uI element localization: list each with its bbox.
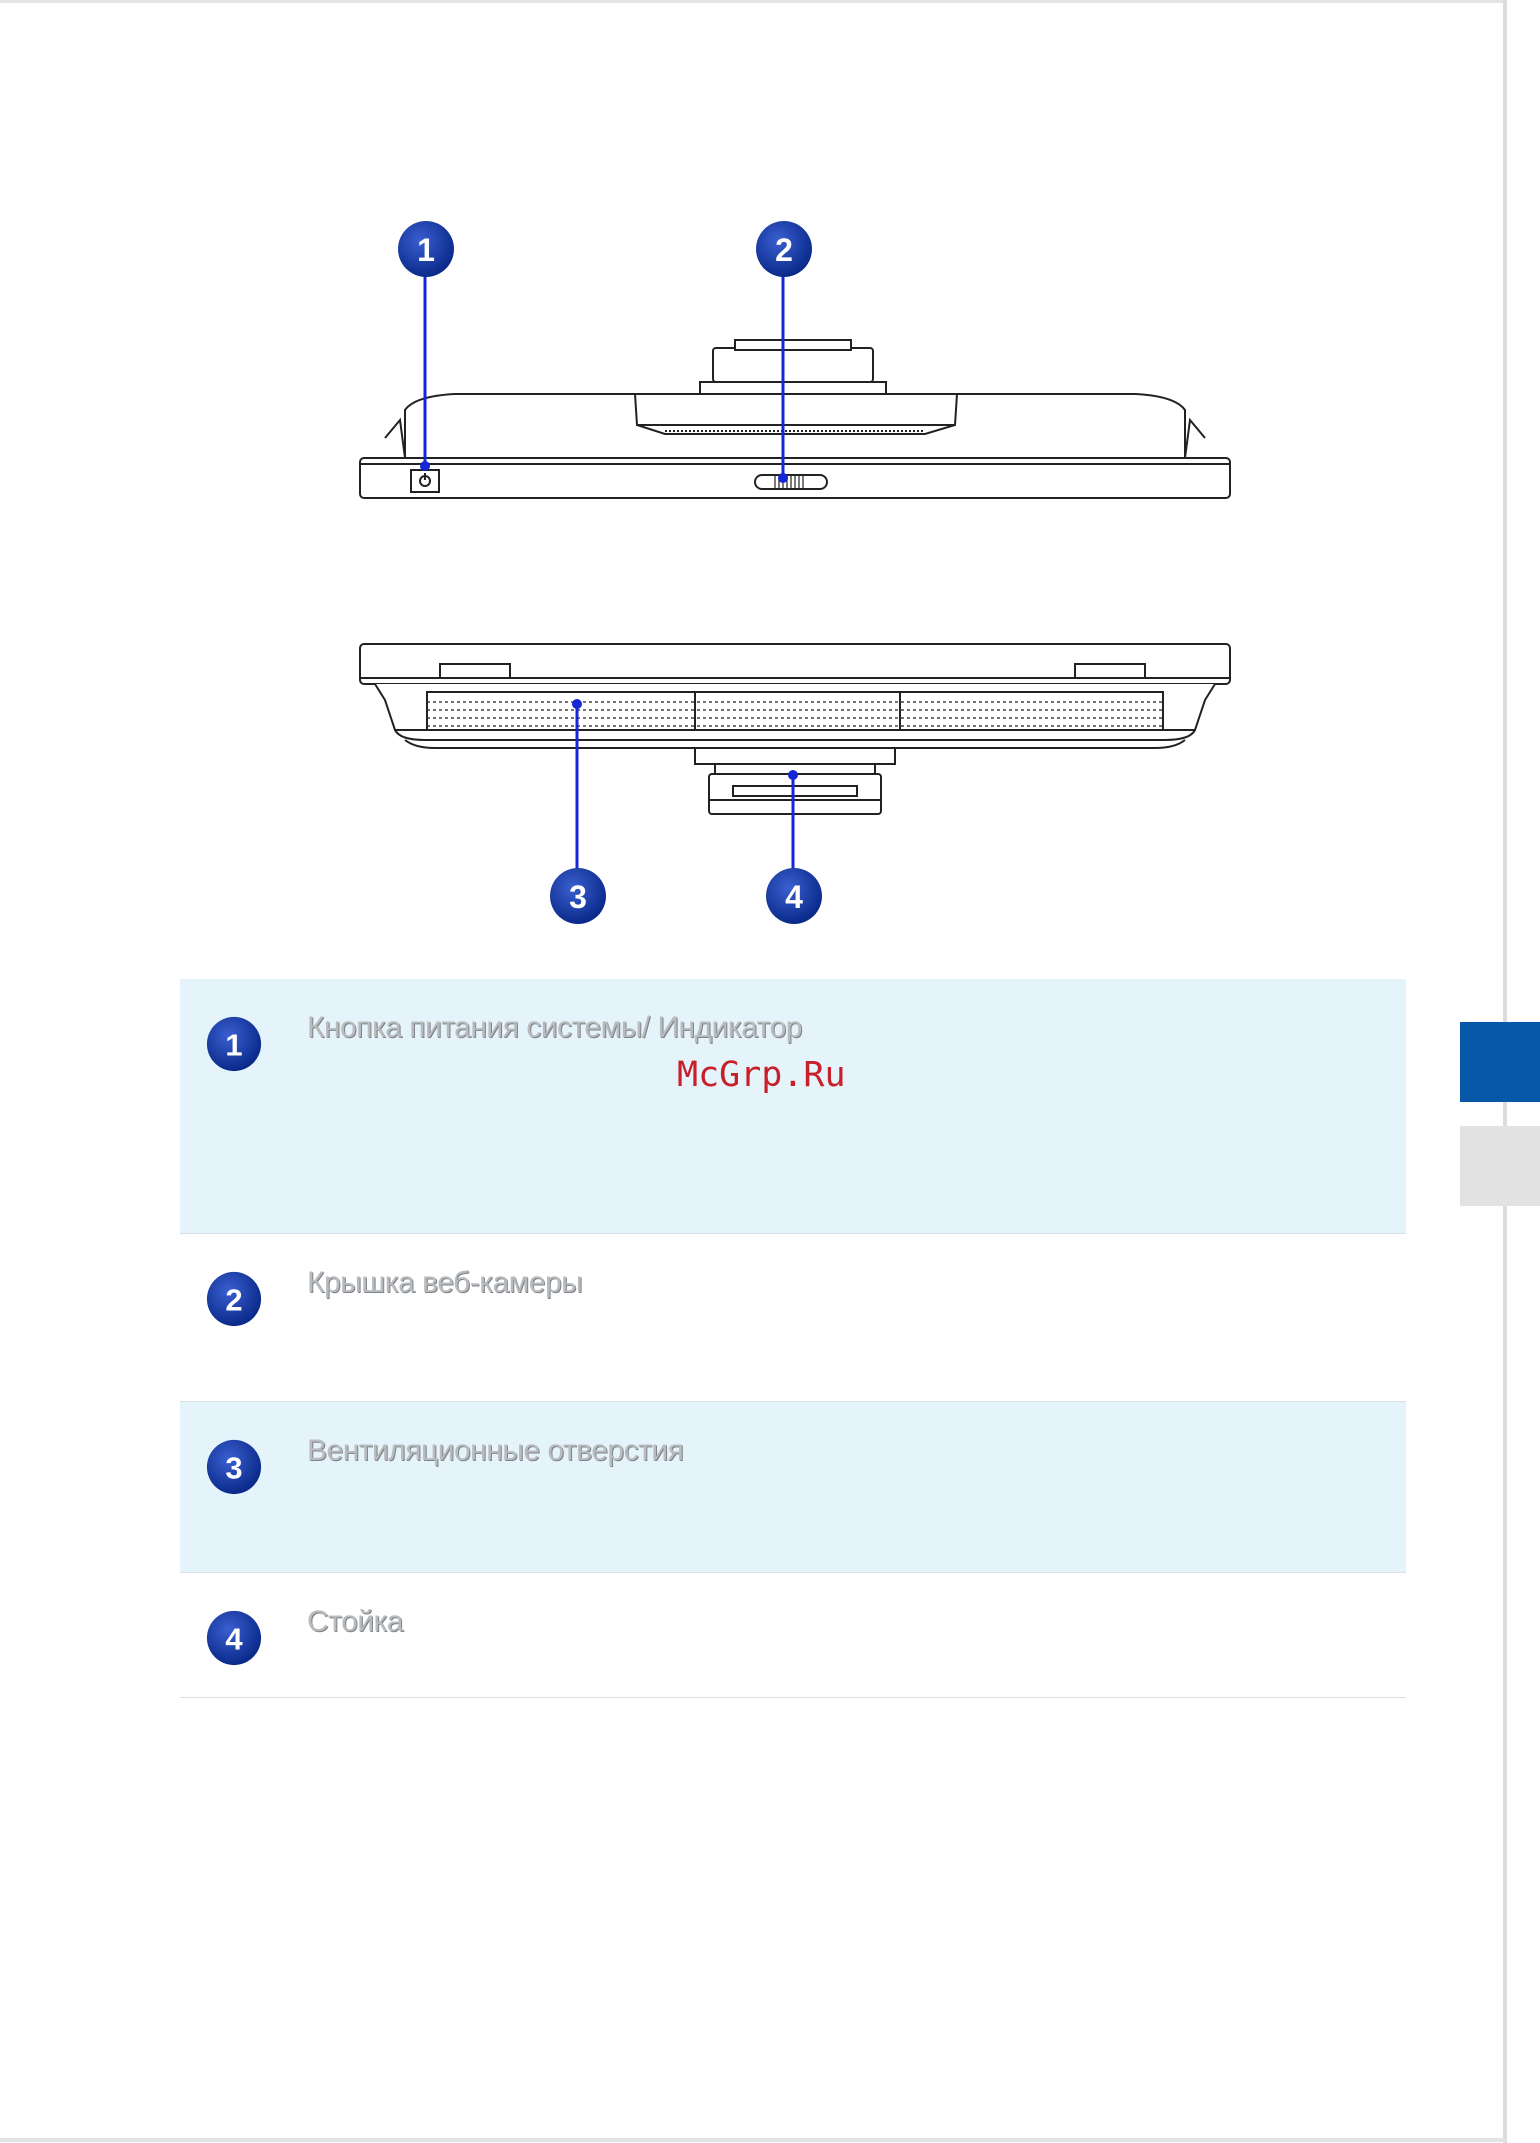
component-table — [180, 979, 1406, 1698]
item-label-stand: Стойка — [307, 1605, 403, 1638]
table-row — [180, 1402, 1406, 1573]
chapter-tab-inactive[interactable] — [1460, 1126, 1540, 1206]
item-badge-4 — [205, 1609, 263, 1667]
chapter-tab-active[interactable] — [1460, 1022, 1540, 1102]
item-label-vents: Вентиляционные отверстия — [307, 1434, 684, 1467]
watermark: McGrp.Ru — [677, 1055, 846, 1095]
callout-badge-3-icon — [548, 866, 608, 926]
callout-badge-3 — [548, 866, 608, 926]
item-badge-4-number: 4 — [225, 1621, 243, 1657]
callout-badge-3-number: 3 — [569, 879, 587, 915]
callout-badge-2-number: 2 — [775, 232, 793, 268]
callout-badge-4 — [764, 866, 824, 926]
item-badge-3-number: 3 — [225, 1450, 243, 1486]
callout-badge-1 — [396, 219, 456, 279]
callout-badge-1-icon — [396, 219, 456, 279]
item-badge-2 — [205, 1270, 263, 1328]
table-row — [180, 979, 1406, 1234]
item-label-webcam-cover: Крышка веб-камеры — [307, 1266, 583, 1299]
table-row — [180, 1573, 1406, 1698]
table-row — [180, 1234, 1406, 1402]
page-border-top — [0, 0, 1505, 3]
callout-badge-2 — [754, 219, 814, 279]
callout-badge-4-number: 4 — [785, 879, 803, 915]
item-label-power-button: Кнопка питания системы/ Индикатор — [307, 1011, 802, 1044]
page-border-bottom — [0, 2138, 1505, 2142]
callout-badge-2-icon — [754, 219, 814, 279]
item-badge-1-number: 1 — [225, 1027, 243, 1063]
item-badge-2-number: 2 — [225, 1282, 243, 1318]
callout-badge-4-icon — [764, 866, 824, 926]
callout-badge-1-number: 1 — [417, 232, 435, 268]
item-badge-1 — [205, 1015, 263, 1073]
item-badge-3 — [205, 1438, 263, 1496]
